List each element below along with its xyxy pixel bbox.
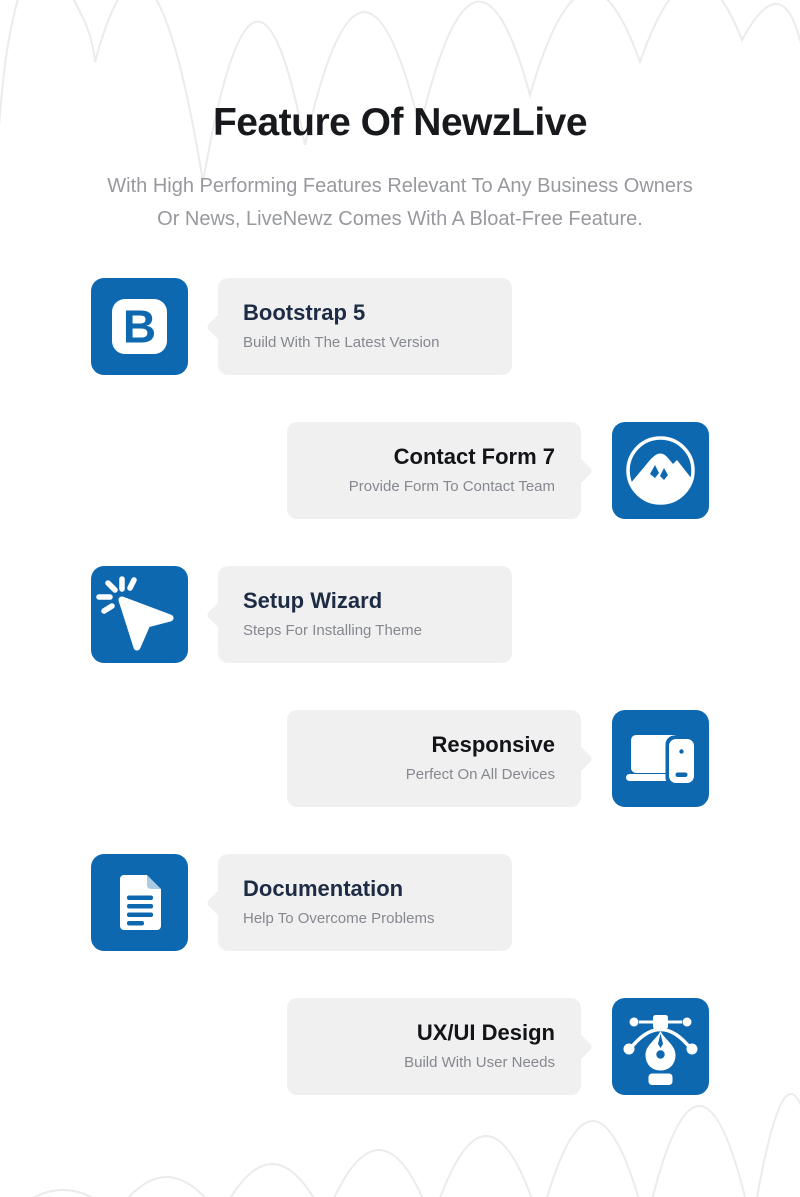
feature-row-documentation	[91, 854, 709, 951]
feature-row-uxui-design	[91, 998, 709, 1095]
feature-card	[287, 998, 581, 1095]
feature-title: Contact Form 7	[393, 444, 555, 469]
feature-card	[218, 854, 512, 951]
feature-description: Provide Form To Contact Team	[348, 478, 555, 495]
section-title: Feature Of NewzLive	[212, 101, 588, 144]
mountain-icon	[612, 422, 709, 519]
feature-description: Perfect On All Devices	[405, 766, 555, 783]
feature-row-responsive	[91, 710, 709, 807]
feature-title: Bootstrap 5	[243, 300, 366, 325]
feature-description: Build With User Needs	[404, 1054, 555, 1071]
feature-row-bootstrap	[91, 278, 709, 375]
svg-text:B: B	[122, 300, 157, 353]
feature-card	[287, 422, 581, 519]
bottom-wave-decoration	[0, 1077, 800, 1197]
feature-title: UX/UI Design	[416, 1020, 555, 1045]
feature-description: Steps For Installing Theme	[243, 622, 422, 639]
feature-title: Setup Wizard	[243, 588, 383, 613]
feature-card	[287, 710, 581, 807]
cursor-click-icon	[91, 566, 188, 663]
document-icon	[91, 854, 188, 951]
feature-card	[218, 566, 512, 663]
bootstrap-icon	[91, 278, 188, 375]
feature-row-contact-form	[91, 422, 709, 519]
section-subtitle: With High Performing Features Relevant To Any Business Owners Or News, LiveNewz Comes With A Bloat-Free Feature.	[107, 175, 693, 230]
features-list	[91, 278, 709, 1095]
feature-description: Help To Overcome Problems	[243, 910, 435, 927]
feature-description: Build With The Latest Version	[243, 334, 440, 351]
pen-tool-icon	[612, 998, 709, 1095]
devices-icon	[612, 710, 709, 807]
feature-card	[218, 278, 512, 375]
feature-title: Responsive	[431, 732, 555, 757]
feature-title: Documentation	[243, 876, 404, 901]
feature-row-setup-wizard	[91, 566, 709, 663]
